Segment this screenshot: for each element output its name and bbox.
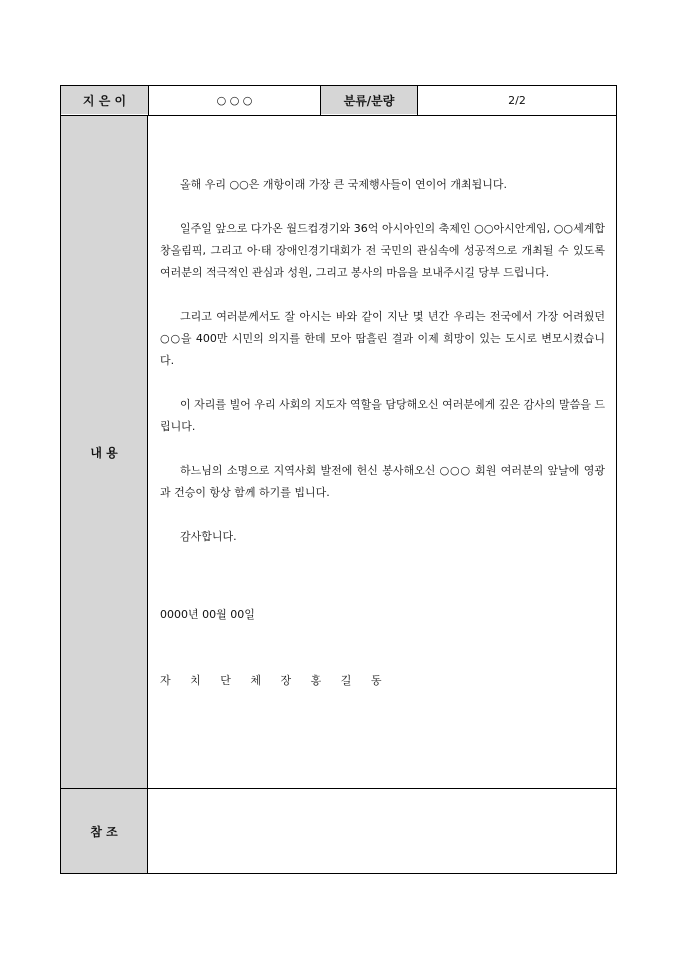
paragraph: 그리고 여러분께서도 잘 아시는 바와 같이 지난 몇 년간 우리는 전국에서 가장 어려웠던 ○○을 400만 시민의 의지를 한데 모아 땀흘린 결과 이제 희망이 있는 도시로 변모시켰습니다. bbox=[160, 310, 605, 367]
paragraph: 올해 우리 ○○은 개항이래 가장 큰 국제행사들이 연이어 개최됩니다. bbox=[180, 178, 507, 191]
date-line: 0000년 00월 00일 bbox=[160, 608, 255, 621]
header-row bbox=[61, 86, 616, 116]
category-label: 분류/분량 bbox=[321, 86, 417, 114]
content-label: 내 용 bbox=[61, 116, 148, 788]
paragraph: 감사합니다. bbox=[180, 530, 237, 543]
category-value: 2/2 bbox=[508, 93, 526, 107]
author-label: 지 은 이 bbox=[61, 86, 148, 114]
author-value: ○ ○ ○ bbox=[216, 93, 253, 107]
signer-line: 자 치 단 체 장 홍 길 동 bbox=[160, 674, 390, 687]
paragraph: 하느님의 소명으로 지역사회 발전에 헌신 봉사해오신 ○○○ 회원 여러분의 앞날에 영광과 건승이 항상 함께 하기를 빕니다. bbox=[160, 464, 605, 499]
note-value bbox=[149, 789, 616, 873]
paragraph: 이 자리를 빌어 우리 사회의 지도자 역할을 담당해오신 여러분에게 깊은 감사의 말씀을 드립니다. bbox=[160, 398, 605, 433]
content-body bbox=[148, 116, 617, 788]
paragraph: 일주일 앞으로 다가온 월드컵경기와 36억 아시아인의 축제인 ○○아시안게임, ○○세계합창올림픽, 그리고 아·태 장애인경기대회가 전 국민의 관심속에 성공적으로 개최될 수 있도록 여러분의 적극적인 관심과 성원, 그리고 봉사의 마음을 보내주시길 당부 드립니다. bbox=[160, 222, 605, 279]
note-label: 참 조 bbox=[61, 789, 148, 873]
divider-line bbox=[320, 86, 321, 115]
document-table bbox=[60, 85, 617, 874]
divider-line bbox=[148, 86, 149, 115]
divider-line bbox=[417, 86, 418, 115]
